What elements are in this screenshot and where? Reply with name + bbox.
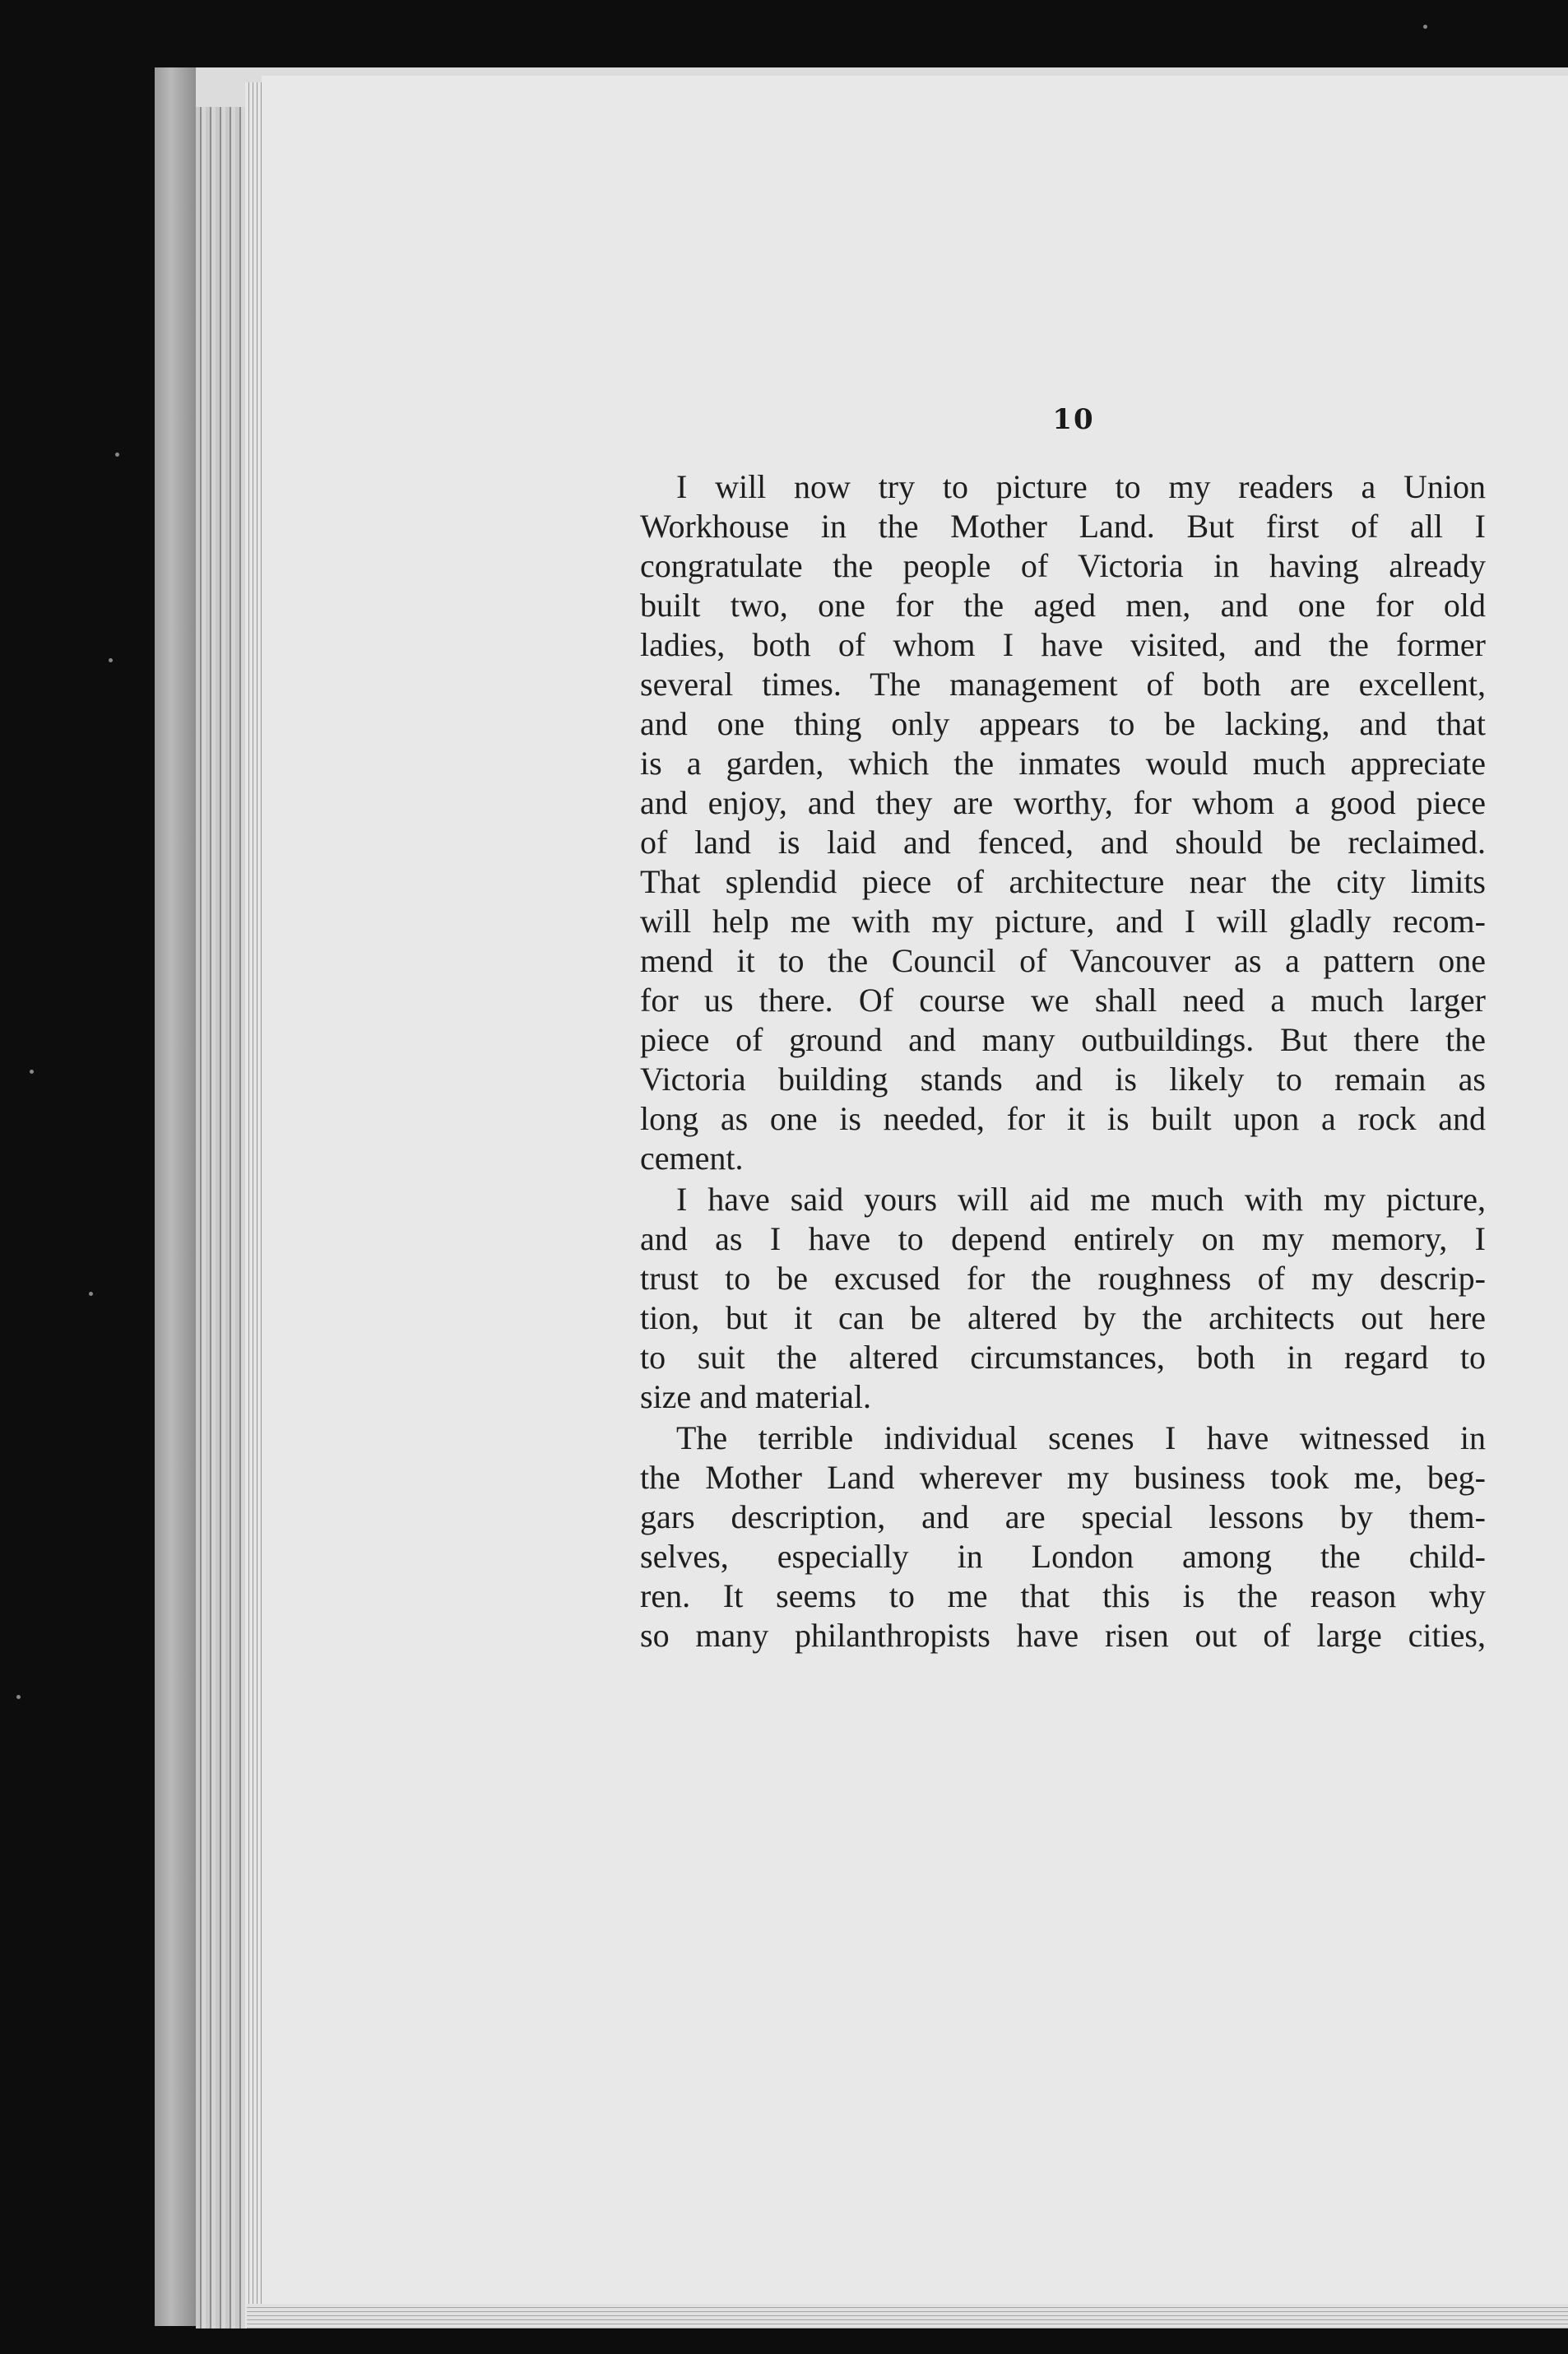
text-line: piece of ground and many outbuildings. But there the bbox=[640, 1021, 1486, 1058]
leaf-edges bbox=[245, 82, 262, 2328]
paragraph bbox=[640, 1418, 1486, 1655]
text-line: and as I have to depend entirely on my memory, I bbox=[640, 1220, 1486, 1257]
text-line: the Mother Land wherever my business took me, beg- bbox=[640, 1459, 1486, 1496]
page-number: 10 bbox=[1052, 403, 1095, 436]
text-line: for us there. Of course we shall need a much larger bbox=[640, 982, 1486, 1019]
page-stack-edge bbox=[196, 107, 245, 2328]
body-text bbox=[640, 467, 1486, 1655]
scan-speck bbox=[89, 1292, 93, 1296]
text-line: That splendid piece of architecture near the city limits bbox=[640, 863, 1486, 900]
text-line: The terrible individual scenes I have witnessed in bbox=[676, 1419, 1486, 1456]
text-line: several times. The management of both are excellent, bbox=[640, 666, 1486, 703]
text-line: mend it to the Council of Vancouver as a pattern one bbox=[640, 942, 1486, 979]
text-line: size and material. bbox=[640, 1378, 871, 1415]
text-line: is a garden, which the inmates would much appreciate bbox=[640, 745, 1486, 782]
paragraph bbox=[640, 467, 1486, 1178]
text-line: and one thing only appears to be lacking, and that bbox=[640, 705, 1486, 742]
text-line: will help me with my picture, and I will gladly recom- bbox=[640, 903, 1486, 940]
text-line: Workhouse in the Mother Land. But first of all I bbox=[640, 508, 1486, 545]
text-line: I will now try to picture to my readers a Union bbox=[676, 468, 1486, 505]
scan-speck bbox=[115, 453, 119, 457]
text-line: congratulate the people of Victoria in having already bbox=[640, 547, 1486, 584]
scan-speck bbox=[16, 1695, 21, 1699]
scan-speck bbox=[1423, 25, 1427, 29]
page-bottom-edges bbox=[247, 2304, 1568, 2328]
text-line: of land is laid and fenced, and should be reclaimed. bbox=[640, 824, 1486, 861]
text-line: built two, one for the aged men, and one for old bbox=[640, 587, 1486, 624]
binding-gutter bbox=[155, 67, 196, 2326]
text-line: trust to be excused for the roughness of my descrip- bbox=[640, 1260, 1486, 1297]
text-line: ren. It seems to me that this is the reason why bbox=[640, 1577, 1486, 1614]
text-line: gars description, and are special lessons by them- bbox=[640, 1498, 1486, 1535]
text-line: cement. bbox=[640, 1140, 744, 1177]
text-line: so many philanthropists have risen out of large cities, bbox=[640, 1617, 1486, 1654]
text-line: Victoria building stands and is likely to remain as bbox=[640, 1061, 1486, 1098]
scan-speck bbox=[30, 1070, 34, 1074]
text-line: and enjoy, and they are worthy, for whom a good piece bbox=[640, 784, 1486, 821]
text-line: to suit the altered circumstances, both in regard to bbox=[640, 1339, 1486, 1376]
text-line: I have said yours will aid me much with my picture, bbox=[676, 1181, 1486, 1218]
paragraph bbox=[640, 1180, 1486, 1417]
text-line: tion, but it can be altered by the architects out here bbox=[640, 1299, 1486, 1336]
text-line: ladies, both of whom I have visited, and the former bbox=[640, 626, 1486, 663]
text-line: long as one is needed, for it is built upon a rock and bbox=[640, 1100, 1486, 1137]
text-line: selves, especially in London among the child- bbox=[640, 1538, 1486, 1575]
scan-speck bbox=[109, 658, 113, 662]
